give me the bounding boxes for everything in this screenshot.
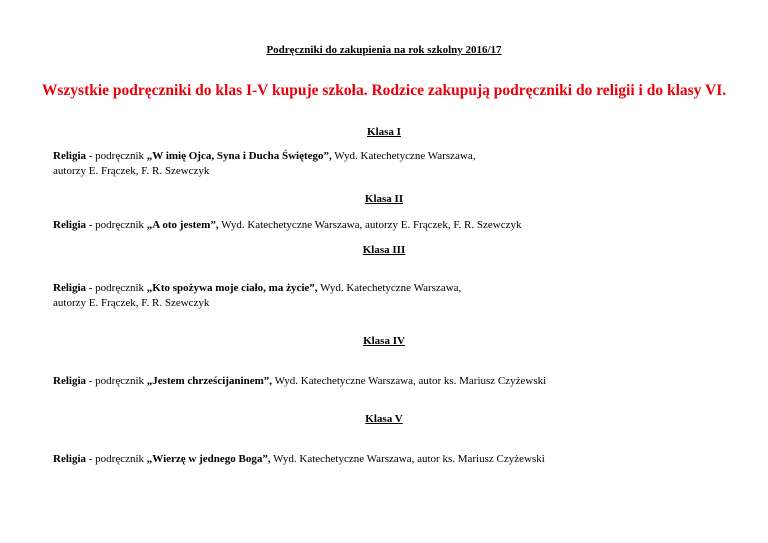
book-title: „W imię Ojca, Syna i Ducha Świętego”,	[146, 150, 332, 162]
book-title: „A oto jestem”,	[146, 219, 219, 231]
publisher-info: Wyd. Katechetyczne Warszawa,	[331, 150, 476, 162]
subject-label: Religia	[53, 375, 86, 387]
book-authors-klasa-3: autorzy E. Frączek, F. R. Szewczyk	[53, 297, 210, 309]
publisher-info: Wyd. Katechetyczne Warszawa, autor ks. Mariusz Czyżewski	[270, 453, 545, 465]
section-heading-klasa-2: Klasa II	[364, 193, 404, 205]
purchase-notice: Wszystkie podręczniki do klas I-V kupuje szkoła. Rodzice zakupują podręczniki do religii i do klasy VI.	[41, 82, 727, 99]
document-title: Podręczniki do zakupienia na rok szkolny 2016/17	[266, 44, 502, 56]
book-title: „Wierzę w jednego Boga”,	[146, 453, 271, 465]
section-heading-klasa-5: Klasa V	[365, 413, 403, 425]
book-entry-klasa-4	[53, 374, 546, 389]
subject-label: Religia	[53, 282, 86, 294]
publisher-info: Wyd. Katechetyczne Warszawa,	[317, 282, 462, 294]
section-heading-klasa-3: Klasa III	[362, 244, 406, 256]
book-type: - podręcznik	[86, 150, 147, 162]
book-type: - podręcznik	[86, 375, 147, 387]
book-entry-klasa-1	[53, 149, 475, 164]
publisher-info: Wyd. Katechetyczne Warszawa, autorzy E. Frączek, F. R. Szewczyk	[218, 219, 522, 231]
book-title: „Kto spożywa moje ciało, ma życie”,	[146, 282, 318, 294]
book-entry-klasa-5	[53, 452, 545, 467]
subject-label: Religia	[53, 150, 86, 162]
book-type: - podręcznik	[86, 282, 147, 294]
book-entry-klasa-2	[53, 218, 521, 233]
subject-label: Religia	[53, 453, 86, 465]
book-type: - podręcznik	[86, 453, 147, 465]
section-heading-klasa-4: Klasa IV	[363, 335, 405, 347]
publisher-info: Wyd. Katechetyczne Warszawa, autor ks. Mariusz Czyżewski	[272, 375, 547, 387]
book-title: „Jestem chrześcijaninem”,	[146, 375, 273, 387]
book-authors-klasa-1: autorzy E. Frączek, F. R. Szewczyk	[53, 165, 210, 177]
book-type: - podręcznik	[86, 219, 147, 231]
subject-label: Religia	[53, 219, 86, 231]
section-heading-klasa-1: Klasa I	[367, 126, 401, 138]
book-entry-klasa-3	[53, 281, 461, 296]
